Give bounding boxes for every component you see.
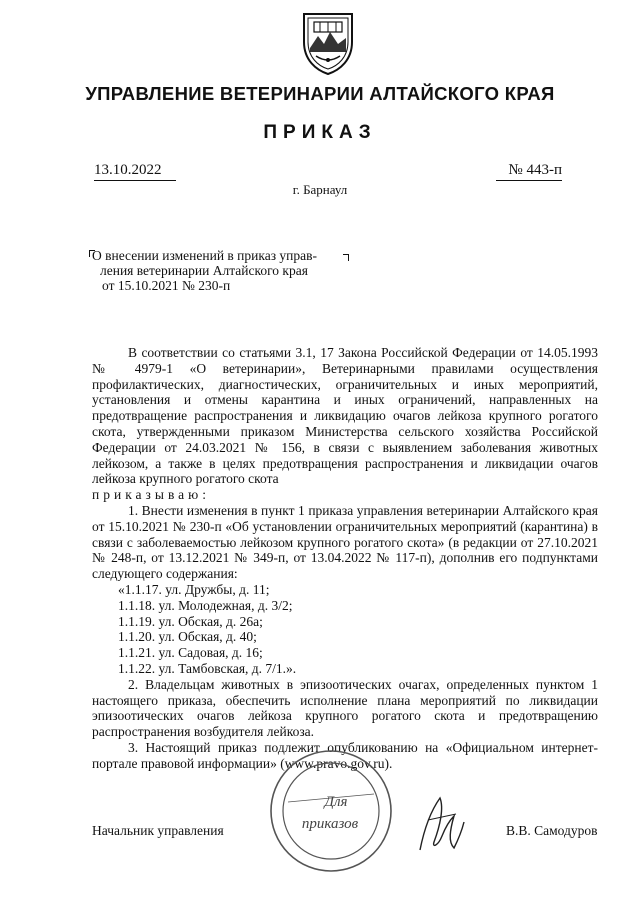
document-number: № 443-п	[496, 162, 562, 181]
list-item: 1.1.18. ул. Молодежная, д. 3/2;	[118, 597, 293, 613]
signatory-name: В.В. Самодуров	[506, 823, 598, 838]
subject-line-1: О внесении изменений в приказ управ-	[92, 248, 318, 263]
document-type: ПРИКАЗ	[263, 122, 377, 143]
order-word: приказываю:	[92, 487, 210, 503]
point-2: 2. Владельцам животных в эпизоотических очагах, определенных пунктом 1 настоящего приказа, обеспечить исполнение плана мероприятий по ликвидации эпизоотических очагов лейкоза крупного рогатого скота и предотвращению распространения возбудителя лейкоза.	[92, 676, 598, 740]
subject-line-3: от 15.10.2021 № 230-п	[102, 278, 231, 293]
list-item: 1.1.19. ул. Обская, д. 26а;	[118, 613, 263, 629]
list-item: «1.1.17. ул. Дружбы, д. 11;	[118, 581, 270, 597]
list-item: 1.1.22. ул. Тамбовская, д. 7/1.».	[118, 660, 297, 676]
signatory-position: Начальник управления	[92, 823, 224, 838]
point-1: 1. Внести изменения в пункт 1 приказа управления ветеринарии Алтайского края от 15.10.2021 № 230-п «Об установлении ограничительных мероприятий (карантина) в связи с заболеваемостью лейкозом крупного рогатого скота» (в редакции от 27.10.2021 № 248-п, от 13.12.2021 № 349-п, от 13.04.2022 № 117-п), дополнив его подпунктами следующего содержания:	[92, 502, 598, 582]
organization-name: УПРАВЛЕНИЕ ВЕТЕРИНАРИИ АЛТАЙСКОГО КРАЯ	[85, 83, 555, 104]
document-subject	[92, 248, 354, 293]
document-date: 13.10.2022	[94, 162, 176, 181]
stamp-seal	[268, 748, 394, 874]
intro-paragraph: В соответствии со статьями 3.1, 17 Закона Российской Федерации от 14.05.1993 № 4979-1 «О ветеринарии», Ветеринарными правилами осуществления профилактических, диагностических, ограничительных и иных мероприятий, установления и отмены карантина и иных ограничений, направленных на предотвращение распространения и ликвидацию очагов лейкоза крупного рогатого скота, утвержденными приказом Министерства сельского хозяйства Российской Федерации от 24.03.2021 № 156, в связи с выявлением заболевания животных лейкозом, а также в целях предотвращения распространения и ликвидации очагов лейкоза крупного рогатого скота	[92, 345, 598, 487]
subject-line-2: ления ветеринарии Алтайского края	[100, 263, 308, 278]
list-item: 1.1.21. ул. Садовая, д. 16;	[118, 645, 263, 661]
point-3: 3. Настоящий приказ подлежит опубликованию на «Официальном интернет-портале правовой информации» (www.pravo.gov.ru).	[92, 739, 598, 771]
stamp-text-2: приказов	[301, 816, 359, 832]
document-city: г. Барнаул	[292, 182, 348, 197]
document-body	[92, 345, 598, 772]
stamp-text-1: Для	[324, 794, 348, 810]
handwritten-signature	[410, 790, 470, 856]
coat-of-arms-icon	[296, 8, 360, 76]
list-item: 1.1.20. ул. Обская, д. 40;	[118, 629, 257, 645]
